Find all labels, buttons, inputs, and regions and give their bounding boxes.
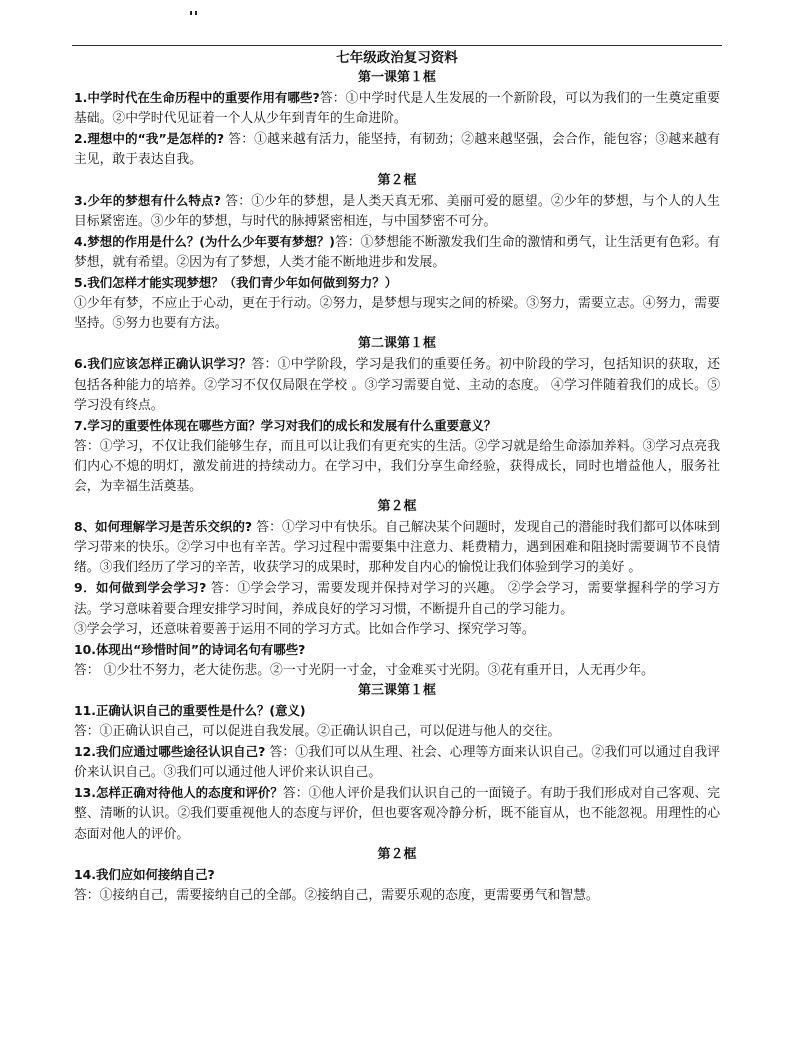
section-heading: 第２框 — [377, 846, 417, 862]
question-text: 2.理想中的“我”是怎样的? — [74, 131, 225, 147]
question-item — [74, 232, 720, 273]
document-title: 七年级政治复习资料 — [336, 50, 458, 66]
question-item — [74, 416, 720, 437]
header-rule — [72, 45, 722, 46]
question-item — [74, 640, 720, 661]
answer-paragraph: 答：①学习，不仅让我们能够生存，而且可以让我们有更充实的生活。②学习就是给生命添加养料。③学习点亮我们内心不熄的明灯，激发前进的持续动力。在学习中，我们分享生命经验，获得成长，同时也增益他人，服务社会，为幸福生活奠基。 — [74, 438, 720, 494]
question-text: 4.梦想的作用是什么？(为什么少年要有梦想？) — [74, 233, 335, 249]
section-heading: 第２框 — [377, 499, 417, 515]
question-text: 6.我们应该怎样正确认识学习？ — [74, 356, 252, 372]
question-text: 14.我们应如何接纳自己? — [74, 866, 215, 882]
question-text: 1.中学时代在生命历程中的重要作用有哪些? — [74, 90, 320, 106]
answer-text: 答：①越来越有活力，能坚持，有韧劲；②越来越坚强，会合作，能包容；③越来越有主见，敢于表达自我。 — [74, 132, 720, 168]
question-item — [74, 129, 720, 170]
answer-text: 答：①中学阶段，学习是我们的重要任务。初中阶段的学习，包括知识的获取，还包括各种能力的培养。②学习不仅仅局限在学校 。③学习需要自觉、主动的态度。 ④学习伴随着我们的成长。⑤学习没有终点。 — [74, 357, 720, 413]
section-heading: 第三课第１框 — [357, 682, 436, 698]
question-text: 5.我们怎样才能实现梦想？（我们青少年如何做到努力？） — [74, 275, 398, 291]
question-text: 8、如何理解学习是苦乐交织的? — [74, 519, 253, 535]
question-text: 11.正确认识自己的重要性是什么？(意义) — [74, 703, 306, 718]
question-item — [74, 191, 720, 232]
answer-paragraph: 答：①接纳自己，需要接纳自己的全部。②接纳自己，需要乐观的态度，更需要勇气和智慧。 — [74, 887, 599, 903]
answer-text: 答：①学习中有快乐。自己解决某个问题时，发现自己的潜能时我们都可以体味到学习带来的快乐。②学习中也有辛苦。学习过程中需要集中注意力、耗费精力，遇到困难和阻挠时需要调节不良情绪。③我们经历了学习的辛苦，收获学习的成果时，那种发自内心的愉悦让我们体验到学习的美好 。 — [74, 520, 720, 576]
question-item — [74, 88, 720, 129]
answer-paragraph: 答： ①少壮不努力，老大徒伤悲。②一寸光阴一寸金，寸金难买寸光阴。③花有重开日，人无再少年。 — [74, 662, 654, 678]
answer-paragraph: ①少年有梦，不应止于心动，更在于行动。②努力，是梦想与现实之间的桥梁。③努力，需要立志。④努力，需要坚持。⑤努力也要有方法。 — [74, 296, 720, 332]
section-heading: 第２框 — [377, 172, 417, 188]
question-text: 13.怎样正确对待他人的态度和评价？ — [74, 785, 283, 801]
section-heading: 第一课第１框 — [357, 70, 436, 86]
question-text: 9．如何做到学会学习? — [74, 580, 207, 596]
question-item — [74, 865, 720, 886]
answer-text: 答：①我们可以从生理、社会、心理等方面来认识自己。②我们可以通过自我评价来认识自己。③我们可以通过他人评价来认识自己。 — [74, 745, 720, 781]
answer-text: 答：①少年的梦想，是人类天真无邪、美丽可爱的愿望。②少年的梦想，与个人的人生目标紧密连。③少年的梦想，与时代的脉搏紧密相连，与中国梦密不可分。 — [74, 193, 720, 229]
question-item — [74, 354, 720, 415]
document-body — [74, 48, 720, 906]
answer-paragraph: 答：①正确认识自己，可以促进自我发展。②正确认识自己，可以促进与他人的交往。 — [74, 724, 561, 740]
answer-paragraph: ③学会学习，还意味着要善于运用不同的学习方式。比如合作学习、探究学习等。 — [74, 621, 535, 637]
question-text: 7.学习的重要性体现在哪些方面？学习对我们的成长和发展有什么重要意义？ — [74, 417, 497, 433]
page-top-mark — [190, 0, 202, 4]
question-text: 10.体现出“珍惜时间”的诗词名句有哪些? — [74, 641, 306, 657]
question-text: 3.少年的梦想有什么特点? — [74, 192, 221, 208]
question-item — [74, 701, 720, 722]
question-item — [74, 742, 720, 783]
section-heading: 第二课第１框 — [357, 336, 436, 352]
question-item — [74, 578, 720, 619]
question-item — [74, 517, 720, 578]
question-item — [74, 783, 720, 844]
answer-text: 答：①学会学习，需要发现并保持对学习的兴趣。 ②学会学习，需要掌握科学的学习方法。学习意味着要合理安排学习时间，养成良好的学习习惯，不断提升自己的学习能力。 — [74, 581, 720, 617]
question-item — [74, 273, 720, 294]
answer-text: 答：①他人评价是我们认识自己的一面镜子。有助于我们形成对自己客观、完整、清晰的认识。②我们要重视他人的态度与评价，但也要客观冷静分析，既不能盲从，也不能忽视。用理性的心态面对他人的评价。 — [74, 786, 721, 842]
answer-text: 答：①中学时代是人生发展的一个新阶段，可以为我们的一生奠定重要基础。②中学时代见证着一个人从少年到青年的生命进阶。 — [74, 91, 720, 127]
question-text: 12.我们应通过哪些途径认识自己? — [74, 744, 266, 760]
answer-text: 答：①梦想能不断激发我们生命的激情和勇气，让生活更有色彩。有梦想，就有希望。②因为有了梦想，人类才能不断地进步和发展。 — [74, 234, 720, 270]
